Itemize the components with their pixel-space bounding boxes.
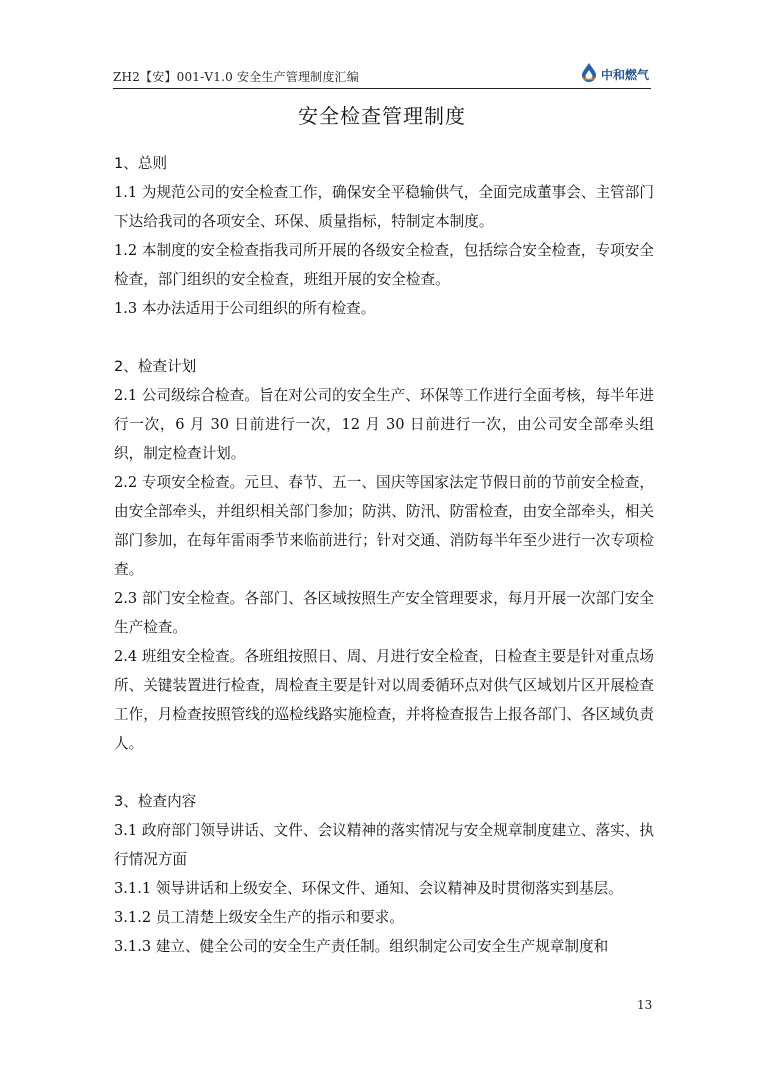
section-gap [114,323,654,352]
paragraph: 2.1 公司级综合检查。旨在对公司的安全生产、环保等工作进行全面考核，每半年进行一次，6 月 30 日前进行一次，12 月 30 日前进行一次，由公司安全部牵头组织，制定检查计划。 [114,387,654,462]
paragraph: 1.1 为规范公司的安全检查工作，确保安全平稳输供气，全面完成董事会、主管部门下达给我司的各项安全、环保、质量指标，特制定本制度。 [114,184,654,230]
paragraph: 3.1.3 建立、健全公司的安全生产责任制。组织制定公司安全生产规章制度和 [114,938,609,955]
document-code: ZH2【安】001-V1.0 安全生产管理制度汇编 [113,70,359,84]
section-heading: 2、检查计划 [114,358,197,375]
page-number: 13 [637,998,653,1012]
paragraph: 2.2 专项安全检查。元旦、春节、五一、国庆等国家法定节假日前的节前安全检查，由安全部牵头，并组织相关部门参加；防洪、防汛、防雷检查，由安全部牵头，相关部门参加，在每年雷雨季节来临前进行；针对交通、消防每半年至少进行一次专项检查。 [114,474,654,578]
paragraph: 3.1.2 员工清楚上级安全生产的指示和要求。 [114,909,404,926]
section-gap [114,758,654,787]
section-heading: 3、检查内容 [114,793,197,810]
paragraph: 3.1.1 领导讲话和上级安全、环保文件、通知、会议精神及时贯彻落实到基层。 [114,880,623,897]
logo-wordmark: 中和燃气 [600,67,649,82]
flame-drop-icon [580,62,598,86]
page-title: 安全检查管理制度 [298,104,466,128]
company-logo [580,62,649,86]
document-body [114,149,654,961]
paragraph: 3.1 政府部门领导讲话、文件、会议精神的落实情况与安全规章制度建立、落实、执行情况方面 [114,822,654,868]
paragraph: 2.4 班组安全检查。各班组按照日、周、月进行安全检查，日检查主要是针对重点场所、关键装置进行检查，周检查主要是针对以周委循环点对供气区域划片区开展检查工作，月检查按照管线的巡检线路实施检查，并将检查报告上报各部门、各区域负责人。 [114,648,654,752]
paragraph: 1.3 本办法适用于公司组织的所有检查。 [114,300,376,317]
section-heading: 1、总则 [114,155,168,172]
paragraph: 1.2 本制度的安全检查指我司所开展的各级安全检查，包括综合安全检查，专项安全检查，部门组织的安全检查，班组开展的安全检查。 [114,242,654,288]
page-header [113,64,651,89]
paragraph: 2.3 部门安全检查。各部门、各区域按照生产安全管理要求，每月开展一次部门安全生产检查。 [114,590,654,636]
